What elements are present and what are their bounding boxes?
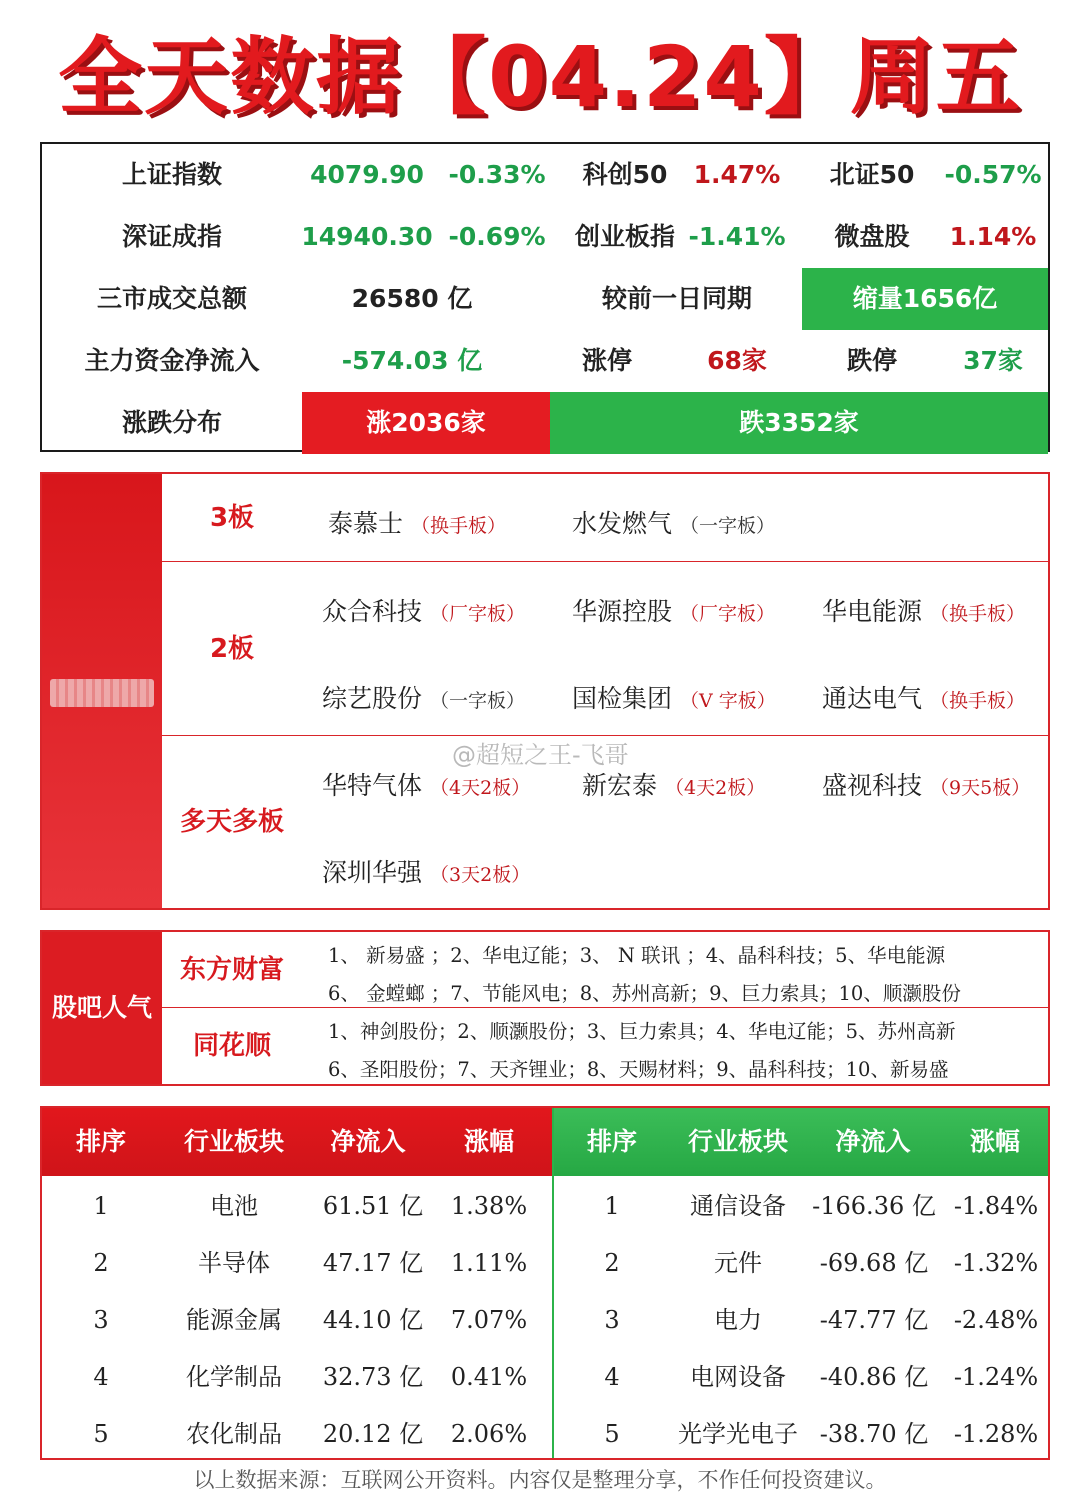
sector-sector-cell: 光学光电子 bbox=[678, 1420, 798, 1448]
kc50-label: 科创50 bbox=[582, 160, 668, 189]
forum-sidebar-title: 股吧人气 bbox=[42, 932, 162, 1084]
sector-sector-cell: 电池 bbox=[210, 1192, 258, 1220]
rank-header: 排序 bbox=[586, 1127, 637, 1156]
sector-rank-cell: 1 bbox=[604, 1192, 620, 1220]
eastmoney-label: 东方财富 bbox=[179, 955, 284, 985]
index-row-4 bbox=[42, 330, 1048, 392]
index-row-3 bbox=[42, 268, 1048, 330]
sector-row bbox=[42, 1235, 552, 1292]
sector-outflow-half bbox=[552, 1108, 1048, 1458]
sz-index-value: 14940.30 bbox=[301, 222, 433, 251]
net-inflow-label: 主力资金净流入 bbox=[84, 346, 260, 375]
sector-sector-cell: 半导体 bbox=[198, 1249, 270, 1277]
sector-change-cell: 1.38% bbox=[450, 1192, 528, 1220]
forum-popularity-table bbox=[40, 930, 1050, 1086]
sector-sector-cell: 化学制品 bbox=[186, 1363, 282, 1391]
sector-header: 行业板块 bbox=[687, 1127, 788, 1156]
bz50-pct: -0.57% bbox=[944, 160, 1042, 189]
sector-rank-cell: 4 bbox=[604, 1363, 620, 1391]
ths-list-line-1: 1、神剑股份；2、顺灏股份；3、巨力索具；4、华电辽能；5、苏州高新 bbox=[328, 1020, 956, 1043]
sector-rank-cell: 2 bbox=[604, 1249, 620, 1277]
sector-inflow-cell: -69.68 亿 bbox=[819, 1249, 929, 1277]
sector-change-cell: -1.84% bbox=[953, 1192, 1039, 1220]
inflow-header-label: 净流入 bbox=[835, 1127, 911, 1156]
sector-sector-cell: 电网设备 bbox=[690, 1363, 786, 1391]
sector-inflow-half bbox=[42, 1108, 552, 1458]
sector-change-cell: 1.11% bbox=[450, 1249, 528, 1277]
sector-row bbox=[554, 1406, 1048, 1463]
index-row-1 bbox=[42, 144, 1048, 206]
sector-rank-cell: 3 bbox=[93, 1306, 109, 1334]
sector-inflow-cell: -40.86 亿 bbox=[819, 1363, 929, 1391]
sector-row bbox=[42, 1406, 552, 1463]
sector-change-cell: 0.41% bbox=[450, 1363, 528, 1391]
forum-row-eastmoney bbox=[162, 932, 1048, 1008]
board-row-3 bbox=[162, 474, 1048, 562]
sector-inflow-cell: -38.70 亿 bbox=[819, 1420, 929, 1448]
eastmoney-list-line-1: 1、 新易盛 ；2、华电辽能；3、 N 联讯 ；4、晶科科技；5、华电能源 bbox=[328, 944, 946, 967]
compare-label: 较前一日同期 bbox=[601, 284, 752, 313]
sector-header: 行业板块 bbox=[183, 1127, 284, 1156]
change-header: 涨幅 bbox=[463, 1127, 514, 1156]
compare-value: 缩量1656亿 bbox=[802, 268, 1048, 330]
board-row-2 bbox=[162, 562, 1048, 736]
sector-change-cell: -1.32% bbox=[953, 1249, 1039, 1277]
limit-up-boards-table bbox=[40, 472, 1050, 910]
sector-row bbox=[42, 1292, 552, 1349]
sz-index-pct: -0.69% bbox=[448, 222, 546, 251]
sector-rank-cell: 3 bbox=[604, 1306, 620, 1334]
board-2-label: 2板 bbox=[209, 634, 255, 664]
forum-row-ths bbox=[162, 1008, 1048, 1084]
sector-sector-cell: 通信设备 bbox=[690, 1192, 786, 1220]
board-3-label: 3板 bbox=[209, 503, 255, 533]
ths-label: 同花顺 bbox=[192, 1031, 271, 1061]
sector-change-cell: -2.48% bbox=[953, 1306, 1039, 1334]
limit-down-label: 跌停 bbox=[846, 346, 897, 375]
sector-rank-cell: 4 bbox=[93, 1363, 109, 1391]
inflow-header bbox=[42, 1108, 552, 1176]
cy-index-label: 创业板指 bbox=[574, 222, 675, 251]
micro-cap-pct: 1.14% bbox=[949, 222, 1037, 251]
sector-inflow-cell: -166.36 亿 bbox=[812, 1192, 936, 1220]
sector-row bbox=[554, 1292, 1048, 1349]
sector-sector-cell: 能源金属 bbox=[186, 1306, 282, 1334]
limit-up-value: 68家 bbox=[707, 346, 767, 375]
boards-sidebar bbox=[42, 474, 162, 908]
sh-index-pct: -0.33% bbox=[448, 160, 546, 189]
sector-inflow-cell: 61.51 亿 bbox=[322, 1192, 424, 1220]
sector-change-cell: -1.24% bbox=[953, 1363, 1039, 1391]
sector-sector-cell: 农化制品 bbox=[186, 1420, 282, 1448]
sector-change-cell: 7.07% bbox=[450, 1306, 528, 1334]
sector-rank-cell: 5 bbox=[93, 1420, 109, 1448]
stock-item: 泰慕士 （换手板） bbox=[328, 509, 507, 538]
index-row-5 bbox=[42, 392, 1048, 454]
micro-cap-label: 微盘股 bbox=[834, 222, 910, 251]
stock-item: 众合科技 （厂字板） bbox=[322, 597, 526, 626]
kc50-pct: 1.47% bbox=[693, 160, 781, 189]
sector-rank-cell: 2 bbox=[93, 1249, 109, 1277]
index-row-2 bbox=[42, 206, 1048, 268]
sector-row bbox=[554, 1178, 1048, 1235]
stock-item: 国检集团 （V 字板） bbox=[572, 684, 776, 713]
sector-inflow-cell: 20.12 亿 bbox=[322, 1420, 424, 1448]
stock-item: 综艺股份 （一字板） bbox=[322, 684, 526, 713]
sector-row bbox=[42, 1178, 552, 1235]
sector-change-cell: 2.06% bbox=[450, 1420, 528, 1448]
stock-item: 华电能源 （换手板） bbox=[822, 597, 1026, 626]
sector-change-cell: -1.28% bbox=[953, 1420, 1039, 1448]
turnover-value: 26580 亿 bbox=[351, 284, 473, 313]
sector-sector-cell: 元件 bbox=[714, 1249, 762, 1277]
down-count: 跌3352家 bbox=[550, 392, 1048, 454]
outflow-header bbox=[554, 1108, 1048, 1176]
up-count: 涨2036家 bbox=[302, 392, 550, 454]
stock-item: 盛视科技 （9天5板） bbox=[822, 771, 1031, 800]
sector-row bbox=[554, 1235, 1048, 1292]
bz50-label: 北证50 bbox=[829, 160, 915, 189]
ths-list-line-2: 6、圣阳股份；7、天齐锂业；8、天赐材料；9、晶科科技；10、新易盛 bbox=[328, 1058, 949, 1081]
sector-inflow-cell: -47.77 亿 bbox=[819, 1306, 929, 1334]
stock-item: 华特气体 （4天2板） bbox=[322, 771, 531, 800]
sector-sector-cell: 电力 bbox=[714, 1306, 762, 1334]
inflow-header-label: 净流入 bbox=[330, 1127, 406, 1156]
distribution-label: 涨跌分布 bbox=[121, 408, 222, 437]
stock-item: 华源控股 （厂字板） bbox=[572, 597, 776, 626]
change-header: 涨幅 bbox=[969, 1127, 1020, 1156]
watermark: @超短之王-飞哥 bbox=[452, 741, 629, 769]
board-multi-label: 多天多板 bbox=[179, 807, 284, 837]
net-inflow-value: -574.03 亿 bbox=[341, 346, 483, 375]
sector-flow-table bbox=[40, 1106, 1050, 1460]
sz-index-label: 深证成指 bbox=[121, 222, 222, 251]
limit-up-label: 涨停 bbox=[581, 346, 632, 375]
stock-item: 新宏泰 （4天2板） bbox=[582, 771, 766, 800]
blurred-sidebar-label bbox=[50, 679, 154, 707]
eastmoney-list-line-2: 6、 金螳螂 ；7、节能风电；8、苏州高新；9、巨力索具；10、顺灏股份 bbox=[328, 982, 961, 1005]
stock-item: 深圳华强 （3天2板） bbox=[322, 858, 531, 887]
index-summary-table bbox=[40, 142, 1050, 452]
turnover-label: 三市成交总额 bbox=[96, 284, 247, 313]
cy-index-pct: -1.41% bbox=[688, 222, 786, 251]
sector-inflow-cell: 32.73 亿 bbox=[322, 1363, 424, 1391]
disclaimer-footer: 以上数据来源：互联网公开资料。内容仅是整理分享，不作任何投资建议。 bbox=[193, 1468, 887, 1492]
sector-inflow-cell: 47.17 亿 bbox=[322, 1249, 424, 1277]
sector-rank-cell: 1 bbox=[93, 1192, 109, 1220]
stock-item: 水发燃气 （一字板） bbox=[572, 509, 776, 538]
limit-down-value: 37家 bbox=[963, 346, 1023, 375]
sh-index-value: 4079.90 bbox=[310, 160, 424, 189]
sector-row bbox=[42, 1349, 552, 1406]
stock-item: 通达电气 （换手板） bbox=[822, 684, 1026, 713]
rank-header: 排序 bbox=[75, 1127, 126, 1156]
sh-index-label: 上证指数 bbox=[121, 160, 222, 189]
page-title: 全天数据【04.24】周五 bbox=[58, 28, 1022, 126]
sector-row bbox=[554, 1349, 1048, 1406]
sector-rank-cell: 5 bbox=[604, 1420, 620, 1448]
sector-inflow-cell: 44.10 亿 bbox=[322, 1306, 424, 1334]
